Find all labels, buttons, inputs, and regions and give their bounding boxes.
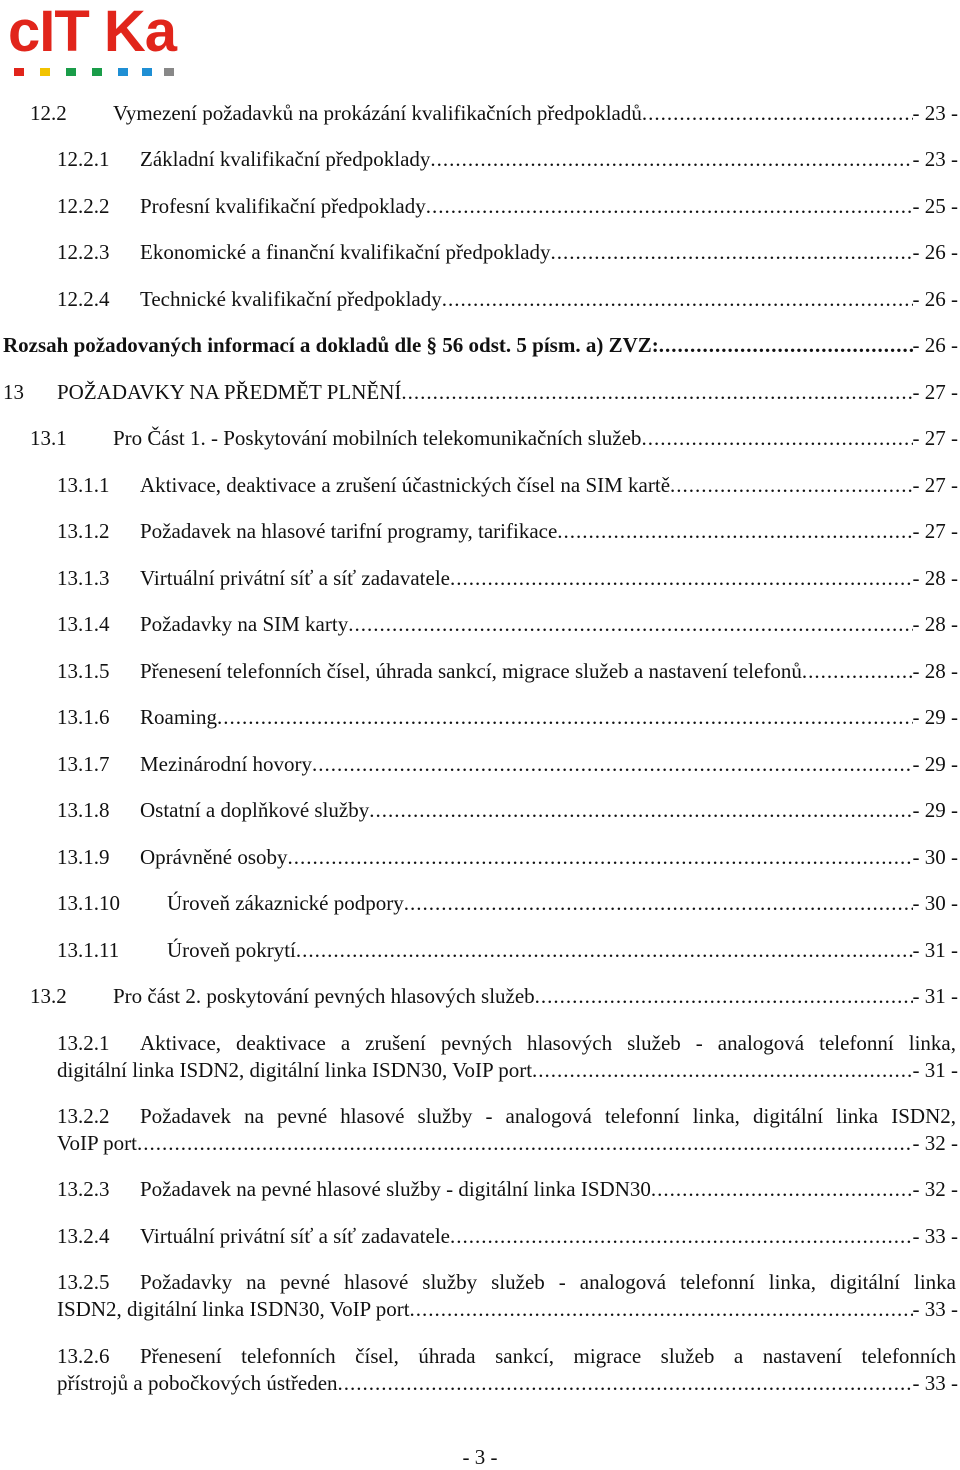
toc-entry-page: - 29 - [912,798,958,822]
toc-entry-number: 13.1.7 [57,752,110,776]
dot-leader [217,704,913,731]
toc-entry-number: 13.1.4 [57,612,110,636]
toc-entry-page: - 33 - [912,1224,958,1248]
toc-entry-title-line2: přístrojů a pobočkových ústředen [57,1371,338,1395]
dot-leader [450,565,913,592]
toc-entry-number: 13.1.6 [57,705,110,729]
toc-entry-page: - 26 - [912,333,958,357]
toc-entry-number: 13.1.5 [57,659,110,683]
toc-entry-number: 13.1.1 [57,473,110,497]
toc-entry-number: 13.1.3 [57,566,110,590]
toc-entry-number: 13.1.8 [57,798,110,822]
logo-text: cIT Ka [8,0,177,64]
toc-entry-number: 13.1.2 [57,519,110,543]
toc-entry-title: Virtuální privátní síť a síť zadavatele [140,1224,450,1248]
dot-leader [137,1130,913,1157]
toc-entry-number: 13.1.9 [57,845,110,869]
logo-bar [14,68,24,76]
toc-entry-title: Vymezení požadavků na prokázání kvalifikačních předpokladů [113,101,642,125]
toc-entry-page: - 30 - [912,891,958,915]
dot-leader [802,658,913,685]
toc-entry-page: - 33 - [912,1371,958,1395]
toc-entry-title: Přenesení telefonních čísel, úhrada sankcí, migrace služeb a nastavení telefonů [140,659,802,683]
toc-entry-number: 13.2 [30,984,67,1008]
toc-entry-title: Mezinárodní hovory [140,752,313,776]
toc-entry-title: Požadavek na pevné hlasové služby - digitální linka ISDN30 [140,1177,651,1201]
toc-entry-number: 13.2.6 [57,1344,110,1368]
toc-entry-number: 12.2 [30,101,67,125]
toc-entry-title: POŽADAVKY NA PŘEDMĚT PLNĚNÍ [57,380,402,404]
dot-leader [296,937,913,964]
toc-entry-title: Úroveň zákaznické podpory [167,891,404,915]
toc-entry-title: Základní kvalifikační předpoklady [140,147,431,171]
toc-entry-title: Roaming [140,705,217,729]
toc-entry-number: 13.1.11 [57,938,120,962]
logo-bar [164,68,174,76]
toc-entry-page: - 28 - [912,612,958,636]
dot-leader [410,1296,913,1323]
toc-entry-title: Virtuální privátní síť a síť zadavatele [140,566,450,590]
page-number: - 3 - [462,1445,498,1469]
toc-entry-title: Oprávněné osoby [140,845,288,869]
dot-leader [670,472,912,499]
dot-leader [426,193,913,220]
dot-leader [312,751,912,778]
toc-entry-title: Pro část 2. poskytování pevných hlasových služeb [113,984,535,1008]
toc-entry-page: - 25 - [912,194,958,218]
dot-leader [338,1370,913,1397]
toc-entry-page: - 26 - [912,287,958,311]
logo-bar [66,68,76,76]
toc-entry-number: 13.1.10 [57,891,120,915]
company-logo [8,2,188,80]
toc-entry-number: 13.2.4 [57,1224,110,1248]
toc-entry-page: - 32 - [912,1131,958,1155]
toc-entry-page: - 33 - [912,1297,958,1321]
dot-leader [532,1057,912,1084]
dot-leader [442,286,913,313]
toc-entry-title: Aktivace, deaktivace a zrušení účastnických čísel na SIM kartě [140,473,671,497]
toc-entry-number: 13 [3,380,24,404]
toc-entry-title: Profesní kvalifikační předpoklady [140,194,426,218]
logo-bar [118,68,128,76]
toc-entry-page: - 23 - [912,101,958,125]
toc-entry-page: - 27 - [912,426,958,450]
dot-leader [348,611,912,638]
dot-leader [659,332,913,359]
toc-entry-title-line2: ISDN2, digitální linka ISDN30, VoIP port [57,1297,410,1321]
dot-leader [551,239,913,266]
toc-entry-number: 13.2.2 [57,1104,110,1128]
toc-entry-page: - 26 - [912,240,958,264]
toc-entry-page: - 27 - [912,380,958,404]
toc-entry-page: - 31 - [912,1058,958,1082]
dot-leader [535,983,913,1010]
toc-entry-page: - 23 - [912,147,958,171]
dot-leader [642,100,913,127]
toc-entry-number: 13.2.1 [57,1031,110,1055]
toc-entry-title-line1: Aktivace, deaktivace a zrušení pevných hlasových služeb - analogová telefonní linka, [140,1031,956,1055]
toc-entry-title: Technické kvalifikační předpoklady [140,287,442,311]
logo-bar [142,68,152,76]
toc-entry-title: Požadavek na hlasové tarifní programy, tarifikace [140,519,558,543]
toc-entry-page: - 28 - [912,659,958,683]
dot-leader [557,518,912,545]
dot-leader [450,1223,913,1250]
dot-leader [430,146,912,173]
toc-entry-title: Ekonomické a finanční kvalifikační předpoklady [140,240,551,264]
toc-entry-page: - 29 - [912,752,958,776]
toc-entry-number: 12.2.1 [57,147,110,171]
logo-bar [92,68,102,76]
toc-entry-page: - 32 - [912,1177,958,1201]
toc-entry-number: 12.2.4 [57,287,110,311]
toc-entry-title: Pro Část 1. - Poskytování mobilních telekomunikačních služeb [113,426,642,450]
toc-entry-page: - 27 - [912,519,958,543]
toc-entry-page: - 28 - [912,566,958,590]
dot-leader [651,1176,913,1203]
logo-bar [40,68,50,76]
toc-entry-title-line1: Přenesení telefonních čísel, úhrada sankcí, migrace služeb a nastavení telefonních [140,1344,956,1368]
dot-leader [401,379,912,406]
dot-leader [404,890,913,917]
dot-leader [369,797,912,824]
toc-entry-page: - 31 - [912,938,958,962]
toc-entry-title: Rozsah požadovaných informací a dokladů dle § 56 odst. 5 písm. a) ZVZ: [3,333,659,357]
toc-entry-number: 13.1 [30,426,67,450]
toc-entry-number: 12.2.2 [57,194,110,218]
toc-entry-title-line2: digitální linka ISDN2, digitální linka ISDN30, VoIP port [57,1058,533,1082]
toc-entry-page: - 29 - [912,705,958,729]
toc-entry-title-line1: Požadavky na pevné hlasové služby služeb - analogová telefonní linka, digitální linka [140,1270,956,1294]
toc-entry-title-line2: VoIP port [57,1131,137,1155]
toc-entry-number: 13.2.5 [57,1270,110,1294]
toc-entry-page: - 27 - [912,473,958,497]
toc-entry-page: - 31 - [912,984,958,1008]
toc-entry-title: Ostatní a doplňkové služby [140,798,370,822]
dot-leader [288,844,913,871]
toc-entry-number: 13.2.3 [57,1177,110,1201]
toc-entry-page: - 30 - [912,845,958,869]
toc-entry-title: Úroveň pokrytí [167,938,296,962]
dot-leader [641,425,912,452]
toc-entry-number: 12.2.3 [57,240,110,264]
toc-entry-title: Požadavky na SIM karty [140,612,349,636]
toc-entry-title-line1: Požadavek na pevné hlasové služby - analogová telefonní linka, digitální linka ISDN2, [140,1104,956,1128]
